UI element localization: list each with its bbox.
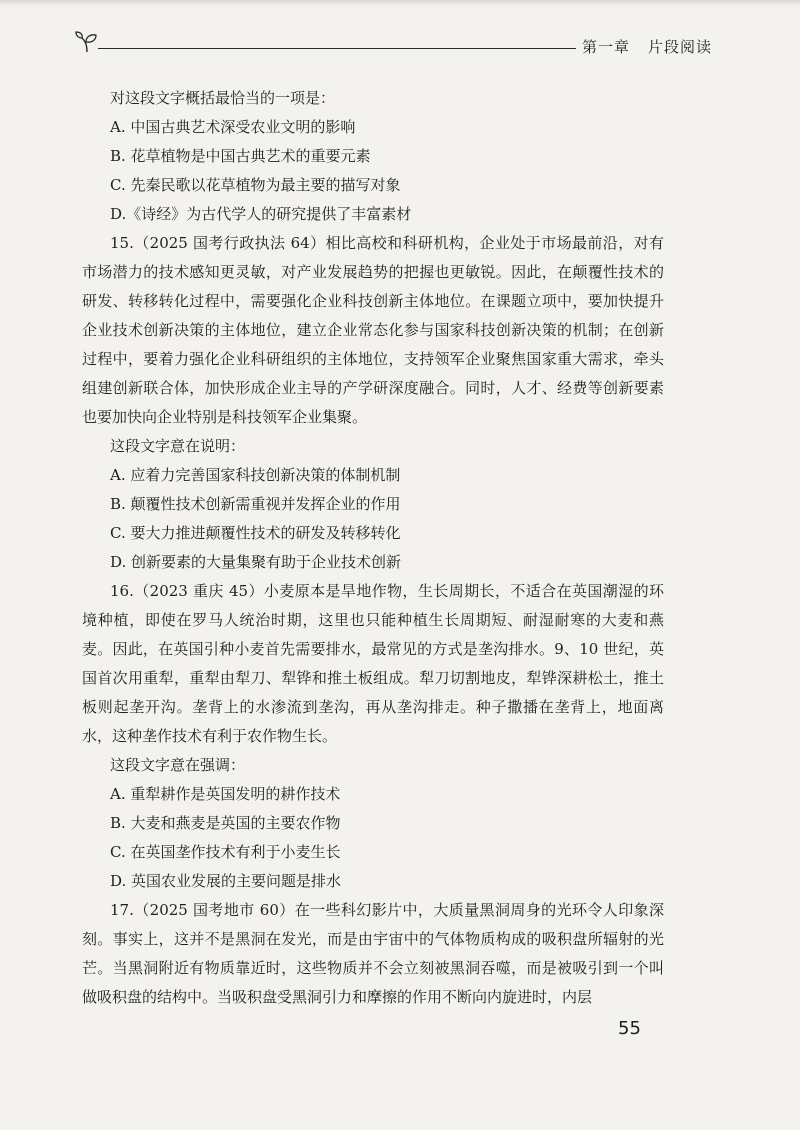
- option-b: B. 颠覆性技术创新需重视并发挥企业的作用: [110, 495, 401, 513]
- option-d: D.《诗经》为古代学人的研究提供了丰富素材: [110, 205, 412, 223]
- option-c: C. 要大力推进颠覆性技术的研发及转移转化: [110, 524, 401, 542]
- question-17-passage: 17.（2025 国考地市 60）在一些科幻影片中，大质量黑洞周身的光环令人印象深刻。事实上，这并不是黑洞在发光，而是由宇宙中的气体物质构成的吸积盘所辐射的光芒。当黑洞附近有物质靠近时，这些物质并不会立刻被黑洞吞噬，而是被吸引到一个叫做吸积盘的结构中。当吸积盘受黑洞引力和摩擦的作用不断向内旋进时，内层: [82, 901, 664, 1006]
- question-stem: 这段文字意在强调：: [110, 756, 246, 774]
- question-stem: 这段文字意在说明：: [110, 437, 246, 455]
- page-content: [82, 84, 664, 1012]
- header-rule: [98, 48, 576, 49]
- question-15-passage: 15.（2025 国考行政执法 64）相比高校和科研机构，企业处于市场最前沿，对有市场潜力的技术感知更灵敏，对产业发展趋势的把握也更敏锐。因此，在颠覆性技术的研发、转移转化过程中，需要强化企业科技创新主体地位。在课题立项中，要加快提升企业技术创新决策的主体地位，建立企业常态化参与国家科技创新决策的机制；在创新过程中，要着力强化企业科研组织的主体地位，支持领军企业聚焦国家重大需求，牵头组建创新联合体，加快形成企业主导的产学研深度融合。同时，人才、经费等创新要素也要加快向企业特别是科技领军企业集聚。: [82, 234, 664, 426]
- option-b: B. 大麦和燕麦是英国的主要农作物: [110, 814, 341, 832]
- option-a: A. 重犁耕作是英国发明的耕作技术: [110, 785, 341, 803]
- option-a: A. 应着力完善国家科技创新决策的体制机制: [110, 466, 401, 484]
- option-b: B. 花草植物是中国古典艺术的重要元素: [110, 147, 371, 165]
- sprout-icon: [74, 30, 100, 56]
- chapter-number: 第一章: [582, 38, 631, 56]
- option-c: C. 先秦民歌以花草植物为最主要的描写对象: [110, 176, 401, 194]
- section-title: 片段阅读: [648, 38, 713, 56]
- scan-edge: [0, 0, 800, 6]
- option-a: A. 中国古典艺术深受农业文明的影响: [110, 118, 356, 136]
- chapter-title: [582, 36, 712, 57]
- running-header: [74, 30, 713, 62]
- option-d: D. 创新要素的大量集聚有助于企业技术创新: [110, 553, 402, 571]
- page-number: 55: [618, 1018, 641, 1039]
- option-c: C. 在英国垄作技术有利于小麦生长: [110, 843, 341, 861]
- question-stem: 对这段文字概括最恰当的一项是：: [110, 89, 336, 107]
- option-d: D. 英国农业发展的主要问题是排水: [110, 872, 342, 890]
- question-16-passage: 16.（2023 重庆 45）小麦原本是旱地作物，生长周期长，不适合在英国潮湿的环境种植，即使在罗马人统治时期，这里也只能种植生长周期短、耐湿耐寒的大麦和燕麦。因此，在英国引种小麦首先需要排水，最常见的方式是垄沟排水。9、10 世纪，英国首次用重犁，重犁由犁刀、犁铧和推土板组成。犁刀切割地皮，犁铧深耕松土，推土板则起垄开沟。垄背上的水渗流到垄沟，再从垄沟排走。种子撒播在垄背上，地面离水，这种垄作技术有利于农作物生长。: [82, 582, 664, 745]
